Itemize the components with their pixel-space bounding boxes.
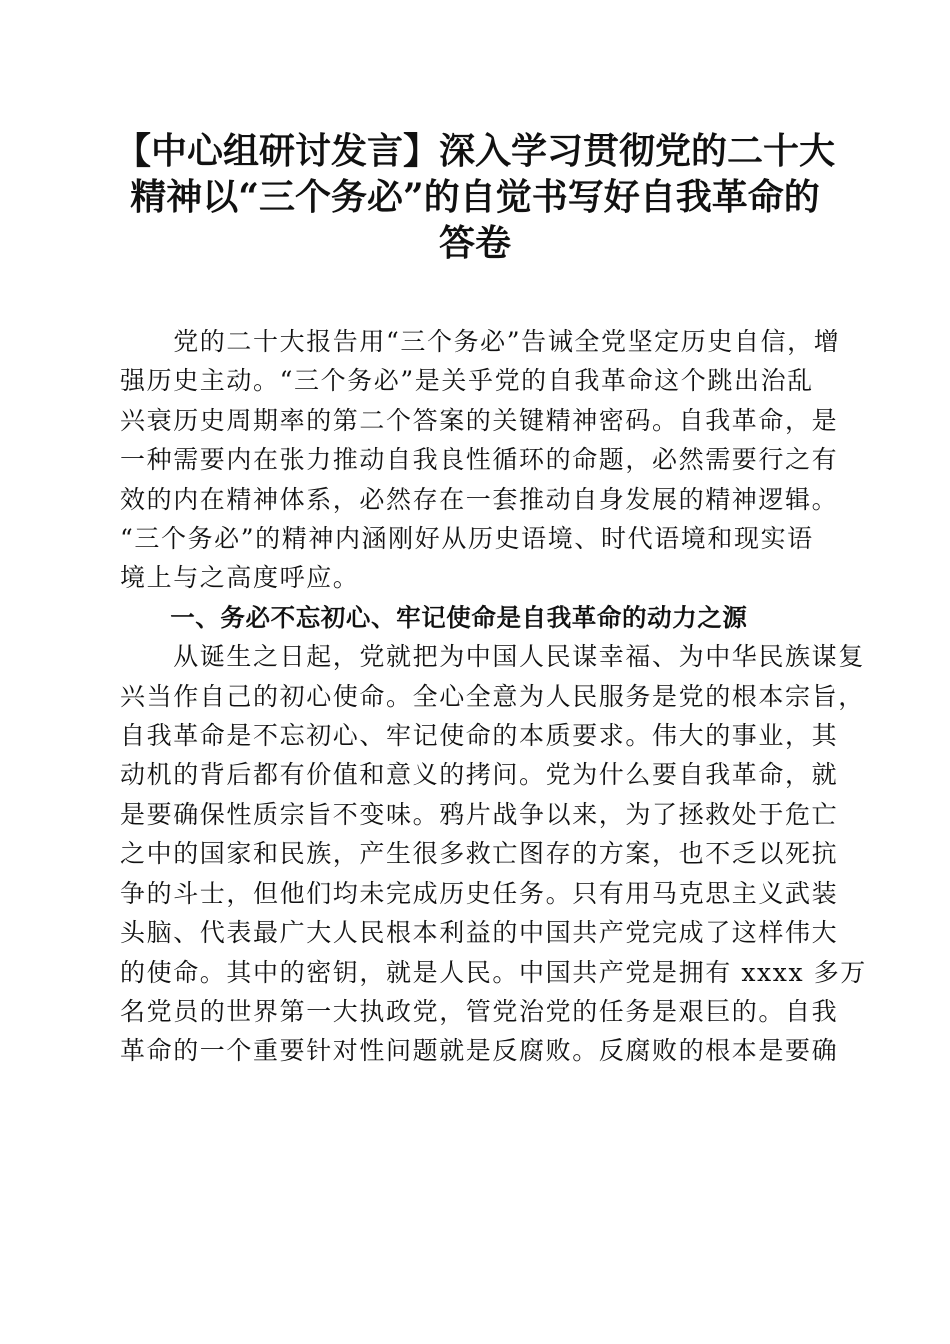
text-line: 党的二十大报告用“三个务必”告诫全党坚定历史自信，增 [120, 327, 841, 356]
paragraph-intro [120, 322, 841, 598]
text-line: 是要确保性质宗旨不变味。鸦片战争以来，为了拯救处于危亡 [120, 799, 839, 829]
text-line: 自我革命是不忘初心、牢记使命的本质要求。伟大的事业，其 [120, 721, 839, 751]
document-title [100, 128, 850, 266]
text-line: “三个务必”的精神内涵刚好从历史语境、时代语境和现实语 [120, 524, 814, 554]
document-body [120, 322, 867, 1071]
heading-line: 一、务必不忘初心、牢记使命是自我革命的动力之源 [120, 602, 748, 632]
title-line: 答卷 [438, 222, 511, 264]
section-heading [120, 598, 832, 637]
text-line: 革命的一个重要针对性问题就是反腐败。反腐败的根本是要确 [120, 1036, 839, 1066]
text-line: 从诞生之日起，党就把为中国人民谋幸福、为中华民族谋复 [120, 642, 865, 672]
text-line: 一种需要内在张力推动自我良性循环的命题，必然需要行之有 [120, 445, 839, 475]
text-line: 动机的背后都有价值和意义的拷问。党为什么要自我革命，就 [120, 760, 839, 790]
text-line: 兴衰历史周期率的第二个答案的关键精神密码。自我革命，是 [120, 405, 839, 435]
text-line: 效的内在精神体系，必然存在一套推动自身发展的精神逻辑。 [120, 484, 839, 514]
text-line: 名党员的世界第一大执政党，管党治党的任务是艰巨的。自我 [120, 996, 839, 1026]
text-line: 境上与之高度呼应。 [120, 563, 360, 593]
text-line: 之中的国家和民族，产生很多救亡图存的方案，也不乏以死抗 [120, 839, 839, 869]
title-line: 精神以“三个务必”的自觉书写好自我革命的 [130, 176, 820, 218]
text-line: 的使命。其中的密钥，就是人民。中国共产党是拥有 xxxx 多万 [120, 957, 867, 987]
paragraph-section-1 [120, 637, 867, 1070]
text-line: 强历史主动。“三个务必”是关乎党的自我革命这个跳出治乱 [120, 366, 814, 396]
title-line: 【中心组研讨发言】深入学习贯彻党的二十大 [114, 130, 835, 172]
text-line: 头脑、代表最广大人民根本利益的中国共产党完成了这样伟大 [120, 918, 839, 948]
text-line: 兴当作自己的初心使命。全心全意为人民服务是党的根本宗旨， [120, 681, 865, 711]
text-line: 争的斗士，但他们均未完成历史任务。只有用马克思主义武装 [120, 878, 839, 908]
